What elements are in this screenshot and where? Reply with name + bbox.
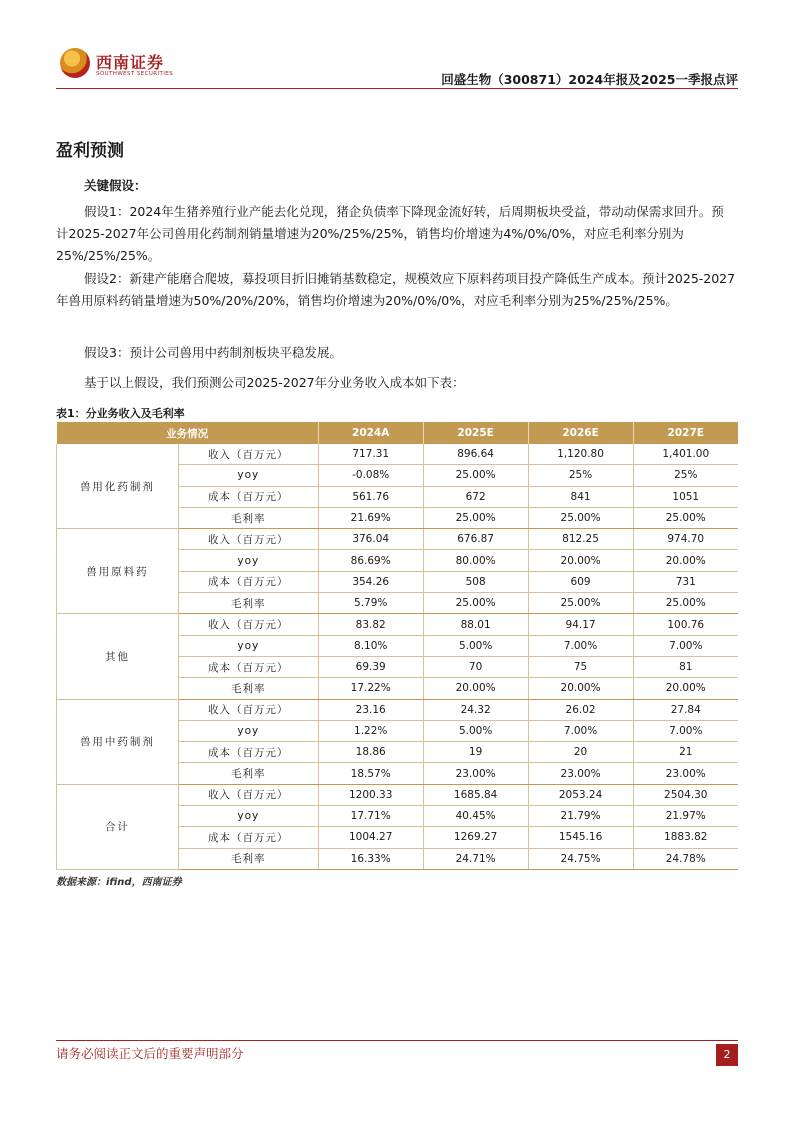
logo-emblem-icon [60, 48, 90, 78]
value-cell: 21.79% [528, 806, 633, 827]
header-2024a: 2024A [318, 422, 423, 444]
value-cell: 21 [633, 742, 738, 763]
metric-label-cell: yoy [178, 806, 318, 827]
metric-label-cell: 收入（百万元） [178, 529, 318, 550]
value-cell: 7.00% [528, 635, 633, 656]
footer-divider [56, 1040, 738, 1041]
value-cell: 1545.16 [528, 827, 633, 848]
value-cell: 1.22% [318, 720, 423, 741]
value-cell: 23.00% [528, 763, 633, 784]
page-number: 2 [716, 1044, 738, 1066]
value-cell: 75 [528, 656, 633, 677]
value-cell: 18.57% [318, 763, 423, 784]
value-cell: 19 [423, 742, 528, 763]
value-cell: 94.17 [528, 614, 633, 635]
value-cell: 25.00% [633, 593, 738, 614]
table-row [57, 784, 739, 805]
value-cell: 25% [528, 465, 633, 486]
value-cell: 24.32 [423, 699, 528, 720]
logo-name: 西南证券 [96, 53, 165, 72]
value-cell: 5.00% [423, 720, 528, 741]
value-cell: 24.71% [423, 848, 528, 869]
data-source-note: 数据来源：ifind，西南证券 [56, 877, 182, 888]
value-cell: 20.00% [633, 550, 738, 571]
segment-name-cell: 兽用中药制剂 [57, 699, 179, 784]
value-cell: 1200.33 [318, 784, 423, 805]
metric-label-cell: yoy [178, 635, 318, 656]
metric-label-cell: 毛利率 [178, 678, 318, 699]
table-body [57, 444, 739, 869]
value-cell: 100.76 [633, 614, 738, 635]
value-cell: 86.69% [318, 550, 423, 571]
header-business: 业务情况 [57, 422, 319, 444]
value-cell: 7.00% [633, 720, 738, 741]
value-cell: 25.00% [528, 507, 633, 528]
metric-label-cell: 毛利率 [178, 848, 318, 869]
metric-label-cell: 毛利率 [178, 593, 318, 614]
value-cell: 20.00% [528, 678, 633, 699]
value-cell: 24.75% [528, 848, 633, 869]
value-cell: 974.70 [633, 529, 738, 550]
metric-label-cell: 毛利率 [178, 763, 318, 784]
report-title: 回盛生物（300871）2024年报及2025一季报点评 [441, 72, 738, 87]
value-cell: 7.00% [633, 635, 738, 656]
value-cell: 676.87 [423, 529, 528, 550]
value-cell: 2053.24 [528, 784, 633, 805]
value-cell: 609 [528, 571, 633, 592]
metric-label-cell: yoy [178, 550, 318, 571]
value-cell: 23.16 [318, 699, 423, 720]
table-header-row [57, 422, 739, 444]
header-divider [56, 88, 738, 89]
value-cell: 1883.82 [633, 827, 738, 848]
value-cell: 8.10% [318, 635, 423, 656]
value-cell: -0.08% [318, 465, 423, 486]
value-cell: 561.76 [318, 486, 423, 507]
value-cell: 896.64 [423, 444, 528, 465]
section-heading: 盈利预测 [56, 141, 124, 161]
metric-label-cell: 收入（百万元） [178, 444, 318, 465]
metric-label-cell: 成本（百万元） [178, 656, 318, 677]
value-cell: 717.31 [318, 444, 423, 465]
value-cell: 83.82 [318, 614, 423, 635]
revenue-margin-table [56, 422, 738, 870]
value-cell: 23.00% [423, 763, 528, 784]
value-cell: 23.00% [633, 763, 738, 784]
value-cell: 18.86 [318, 742, 423, 763]
table-caption: 表1：分业务收入及毛利率 [56, 407, 185, 420]
value-cell: 812.25 [528, 529, 633, 550]
value-cell: 80.00% [423, 550, 528, 571]
value-cell: 21.69% [318, 507, 423, 528]
header-2027e: 2027E [633, 422, 738, 444]
table-row [57, 699, 739, 720]
metric-label-cell: 收入（百万元） [178, 699, 318, 720]
value-cell: 26.02 [528, 699, 633, 720]
value-cell: 841 [528, 486, 633, 507]
metric-label-cell: yoy [178, 720, 318, 741]
value-cell: 508 [423, 571, 528, 592]
forecast-intro-paragraph: 基于以上假设，我们预测公司2025-2027年分业务收入成本如下表： [84, 375, 465, 390]
value-cell: 25.00% [423, 593, 528, 614]
segment-name-cell: 兽用原料药 [57, 529, 179, 614]
logo-subtitle: SOUTHWEST SECURITIES [96, 71, 174, 77]
value-cell: 20.00% [633, 678, 738, 699]
value-cell: 24.78% [633, 848, 738, 869]
table-row [57, 529, 739, 550]
metric-label-cell: 成本（百万元） [178, 742, 318, 763]
value-cell: 2504.30 [633, 784, 738, 805]
value-cell: 1685.84 [423, 784, 528, 805]
metric-label-cell: yoy [178, 465, 318, 486]
metric-label-cell: 成本（百万元） [178, 827, 318, 848]
value-cell: 672 [423, 486, 528, 507]
table-row [57, 614, 739, 635]
value-cell: 20.00% [528, 550, 633, 571]
value-cell: 17.22% [318, 678, 423, 699]
company-logo [58, 46, 208, 86]
value-cell: 17.71% [318, 806, 423, 827]
value-cell: 25% [633, 465, 738, 486]
value-cell: 25.00% [423, 465, 528, 486]
value-cell: 1,120.80 [528, 444, 633, 465]
value-cell: 25.00% [633, 507, 738, 528]
value-cell: 20.00% [423, 678, 528, 699]
footer-disclaimer: 请务必阅读正文后的重要声明部分 [56, 1046, 244, 1061]
segment-name-cell: 其他 [57, 614, 179, 699]
value-cell: 70 [423, 656, 528, 677]
assumption-1-paragraph: 假设1：2024年生猪养殖行业产能去化兑现，猪企负债率下降现金流好转，后周期板块受益，带动动保需求回升。预计2025-2027年公司兽用化药制剂销量增速为20%/25%/25%，销售均价增速为4%/0%/0%，对应毛利率分别为25%/25%/25%。 [56, 204, 724, 263]
value-cell: 20 [528, 742, 633, 763]
value-cell: 731 [633, 571, 738, 592]
value-cell: 88.01 [423, 614, 528, 635]
metric-label-cell: 收入（百万元） [178, 784, 318, 805]
value-cell: 1269.27 [423, 827, 528, 848]
key-assumptions-heading: 关键假设： [84, 178, 147, 193]
value-cell: 5.00% [423, 635, 528, 656]
metric-label-cell: 毛利率 [178, 507, 318, 528]
value-cell: 1004.27 [318, 827, 423, 848]
metric-label-cell: 成本（百万元） [178, 486, 318, 507]
value-cell: 81 [633, 656, 738, 677]
value-cell: 21.97% [633, 806, 738, 827]
value-cell: 16.33% [318, 848, 423, 869]
segment-name-cell: 合计 [57, 784, 179, 869]
value-cell: 40.45% [423, 806, 528, 827]
segment-name-cell: 兽用化药制剂 [57, 444, 179, 529]
assumption-3-paragraph: 假设3：预计公司兽用中药制剂板块平稳发展。 [84, 345, 342, 360]
value-cell: 5.79% [318, 593, 423, 614]
header-2026e: 2026E [528, 422, 633, 444]
assumption-2-paragraph: 假设2：新建产能磨合爬坡，募投项目折旧摊销基数稳定，规模效应下原料药项目投产降低生产成本。预计2025-2027年兽用原料药销量增速为50%/20%/20%，销售均价增速为20%/0%/0%，对应毛利率分别为25%/25%/25%。 [56, 271, 736, 308]
value-cell: 354.26 [318, 571, 423, 592]
metric-label-cell: 成本（百万元） [178, 571, 318, 592]
value-cell: 27.84 [633, 699, 738, 720]
value-cell: 25.00% [423, 507, 528, 528]
value-cell: 1,401.00 [633, 444, 738, 465]
header-2025e: 2025E [423, 422, 528, 444]
table-row [57, 444, 739, 465]
value-cell: 7.00% [528, 720, 633, 741]
value-cell: 376.04 [318, 529, 423, 550]
value-cell: 25.00% [528, 593, 633, 614]
value-cell: 69.39 [318, 656, 423, 677]
value-cell: 1051 [633, 486, 738, 507]
metric-label-cell: 收入（百万元） [178, 614, 318, 635]
